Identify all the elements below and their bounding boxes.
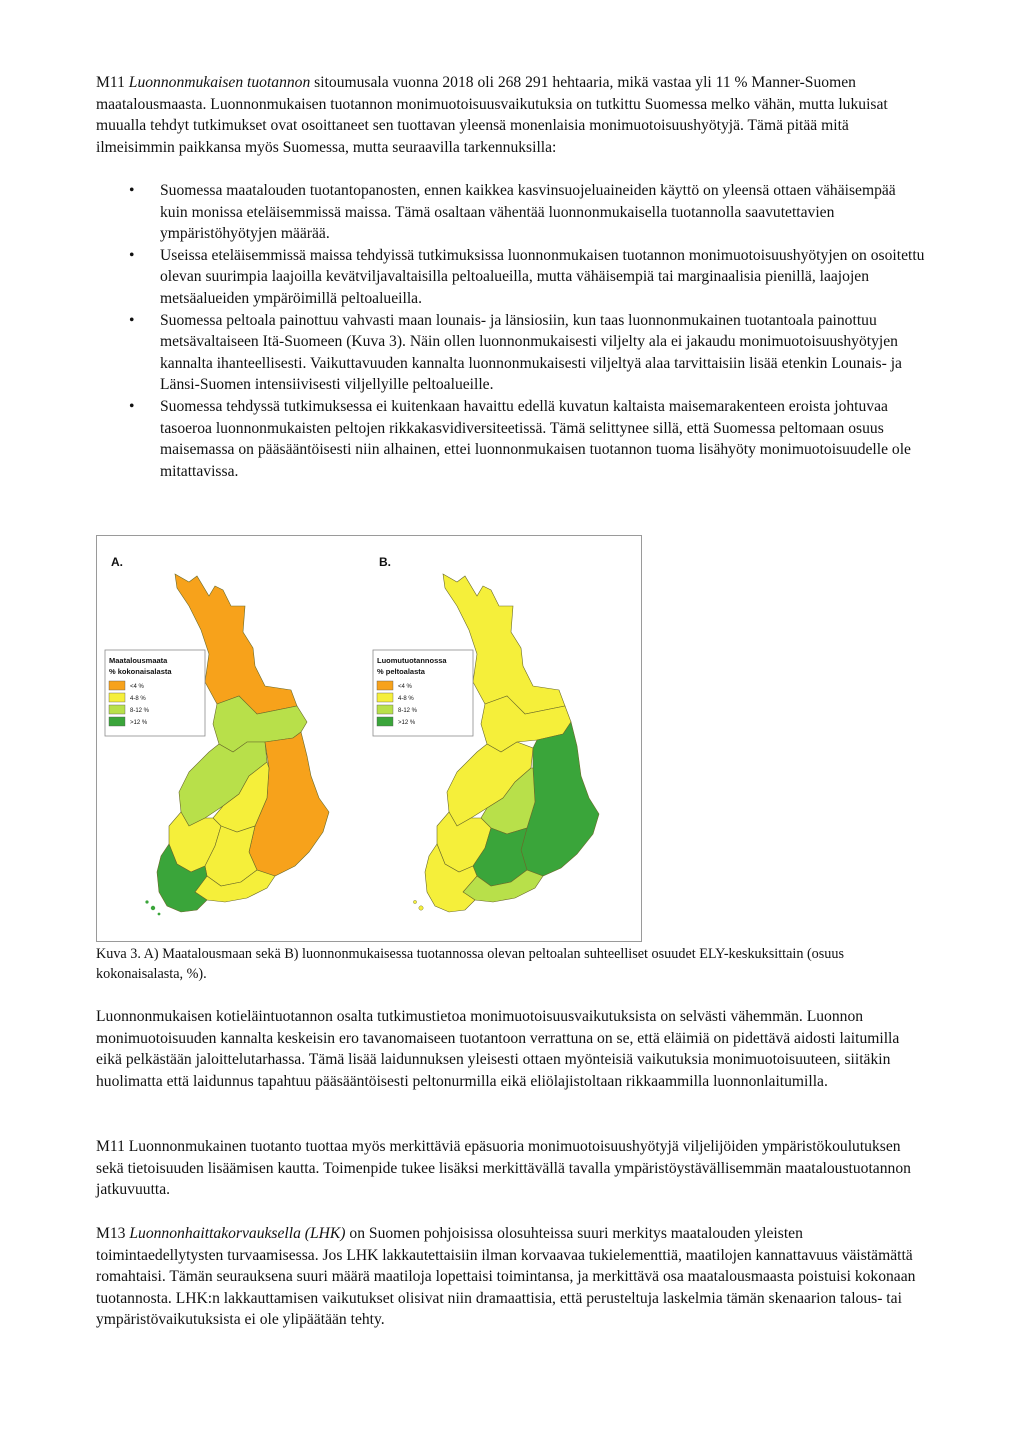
intro-paragraph [96,72,926,158]
legend-swatch [109,693,125,702]
legend-label: >12 % [398,720,416,726]
legend-label: <4 % [398,684,412,690]
map-b-island [413,900,416,903]
m13-lead: M13 [96,1225,130,1242]
paragraph-livestock: Luonnonmukaisen kotieläintuotannon osalta tutkimustietoa monimuotoisuusvaikutuksista on selvästi vähemmän. Luonnon monimuotoisuuden kannalta keskeisin ero tavanomaiseen tuotantoon verrattuna on se, että eläimiä on pidettävä aidosti laitumilla eikä pelkästään jaloittelutarhassa. Tämä lisää laidunnuksen yleisesti ottaen myönteisiä vaikutuksia monimuotoisuuteen, siitäkin huolimatta että laidunnus tapahtuu pääsääntöisesti peltonurmilla eikä eliölajistoltaan rikkaammilla luonnonlaitumilla. [96,1008,900,1090]
bullet-text: Suomessa tehdyssä tutkimuksessa ei kuitenkaan havaittu edellä kuvatun kaltaista maisemarakenteen eroista johtuvaa tasoeroa luonnonmukaisten peltojen rikkakasvidiversiteetissä. Tämä selittynee sillä, että Suomessa peltomaan osuus maisemassa on pääsääntöisesti niin alhainen, ettei luonnonmukaisen tuotannon tuoma lisähyöty monimuotoisuudelle ole mitattavissa. [160,397,911,480]
list-item [96,180,926,245]
list-item [96,310,926,396]
legend-swatch [377,717,393,726]
map-b-island [419,906,423,910]
intro-lead: M11 [96,74,129,91]
map-b-panel-label: B. [379,555,391,569]
map-a-legend-subtitle: % kokonaisalasta [109,667,172,676]
bullet-text: Suomessa peltoala painottuu vahvasti maan lounais- ja länsiosiin, kun taas luonnonmukainen tuotantoala painottuu metsävaltaiseen Itä-Suomeen (Kuva 3). Näin ollen luonnonmukaisesti viljelty ala ei jakaudu monimuotoisuushyötyjen kannalta ihanteellisesti. Vaikuttavuuden kannalta luonnonmukaisesti viljeltyä alaa tarvittaisiin lisää etenkin Lounais- ja Länsi-Suomen intensiivisesti viljellyille peltoalueille. [160,311,902,394]
paragraph-m13 [96,1223,926,1331]
paragraph-m11: M11 Luonnonmukainen tuotanto tuottaa myös merkittäviä epäsuoria monimuotoisuushyötyjä viljelijöiden ympäristökoulutuksen sekä tietoisuuden lisäämisen kautta. Toimenpide tukee lisäksi merkittävällä tavalla ympäristöystävällisemmän maataloustuotannon jatkuvuutta. [96,1138,911,1199]
list-item [96,396,926,482]
legend-label: 8-12 % [398,708,418,714]
legend-label: 8-12 % [130,708,150,714]
bullet-marker: • [129,311,135,329]
maps-svg [97,536,641,941]
bullet-marker: • [129,246,135,264]
map-a-panel-label: A. [111,555,123,569]
legend-label: 4-8 % [398,696,414,702]
legend-swatch [109,705,125,714]
figure-maps [96,535,642,942]
map-a-island [151,906,155,910]
bullet-marker: • [129,397,135,415]
map-a [105,555,329,915]
legend-swatch [377,705,393,714]
map-a-legend-title: Maatalousmaata [109,656,168,665]
legend-label: <4 % [130,684,144,690]
legend-swatch [377,681,393,690]
m13-lead-italic: Luonnonhaittakorvauksella (LHK) [129,1225,346,1242]
intro-lead-italic: Luonnonmukaisen tuotannon [128,74,311,91]
bullet-text: Useissa eteläisemmissä maissa tehdyissä tutkimuksissa luonnonmukaisen tuotannon monimuotoisuushyötyjen on osoitettu olevan suurimpia laajoilla kevätviljavaltaisilla peltoalueilla, mutta vähäisempiä tai marginaalisia pienillä, laajojen metsäalueiden ympäröimillä peltoalueilla. [160,246,925,307]
bullet-marker: • [129,182,135,199]
map-a-island [145,900,148,903]
legend-label: >12 % [130,720,148,726]
map-b-legend-title: Luomutuotannossa [377,656,447,665]
bullet-text: Suomessa maatalouden tuotantopanosten, ennen kaikkea kasvinsuojeluaineiden käyttö on yleensä ottaen vähäisempää kuin monissa eteläisemmissä maissa. Tämä osaltaan vähentää luonnonmukaisella tuotannolla saavutettavien ympäristöhyötyjen määrää. [160,182,896,243]
map-a-legend [105,650,205,736]
map-a-island [158,913,161,916]
m13-rest: on Suomen pohjoisissa olosuhteissa suuri merkitys maatalouden yleisten toimintaedellytysten turvaamisessa. Jos LHK lakkautettaisiin ilman korvaavaa tukielementtiä, maatilojen kannattavuus väistämättä romahtaisi. Tämän seurauksena suuri määrä maatiloja lopettaisi toimintansa, ja merkittävä osa maatalousmaasta poistuisi kokonaan tuotannosta. LHK:n lakkauttamisen vaikutukset olisivat niin dramaattisia, että perusteltuja laskelmia tämän skenaarion talous- tai ympäristövaikutuksista ei ole ylipäätään tehty. [96,1225,916,1329]
legend-swatch [109,717,125,726]
intro-rest: sitoumusala vuonna 2018 oli 268 291 hehtaaria, mikä vastaa yli 11 % Manner-Suomen maatalousmaasta. Luonnonmukaisen tuotannon monimuotoisuusvaikutuksia on tutkittu Suomessa melko vähän, mutta lukuisat muualla tehdyt tutkimukset ovat osoittaneet sen tuottavan yleensä monenlaisia monimuotoisuushyötyjä. Tämä pitää mitä ilmeisimmin paikkansa myös Suomessa, mutta seuraavilla tarkennuksilla: [96,74,888,156]
map-b-legend [373,650,473,736]
list-item [96,245,926,310]
legend-swatch [109,681,125,690]
bullet-list [96,180,926,482]
figure-caption: Kuva 3. A) Maatalousmaan sekä B) luonnonmukaisessa tuotannossa olevan peltoalan suhteelliset osuudet ELY-keskuksittain (osuus kokonaisalasta, %). [96,946,845,982]
map-b [373,555,599,912]
legend-label: 4-8 % [130,696,146,702]
legend-swatch [377,693,393,702]
map-b-legend-subtitle: % peltoalasta [377,667,425,676]
